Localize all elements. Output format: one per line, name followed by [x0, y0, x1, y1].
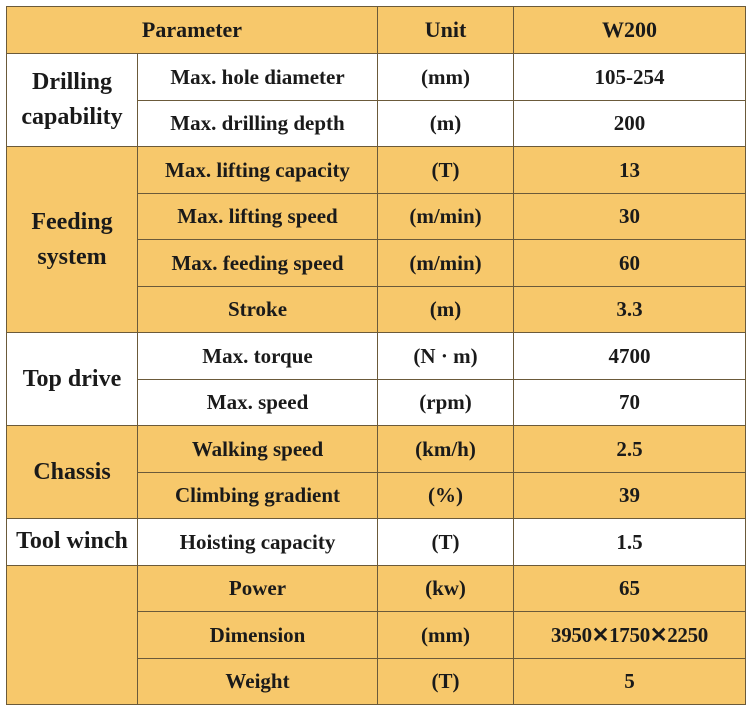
group-other	[7, 565, 138, 705]
value-cell: 3.3	[514, 286, 746, 333]
param-cell: Max. feeding speed	[138, 240, 378, 287]
param-cell: Max. drilling depth	[138, 100, 378, 147]
value-cell: 200	[514, 100, 746, 147]
value-cell: 39	[514, 472, 746, 519]
table-row	[7, 519, 746, 566]
group-label-line: Feeding	[31, 208, 113, 235]
param-cell: Power	[138, 565, 378, 612]
param-cell: Max. speed	[138, 379, 378, 426]
param-cell: Max. lifting speed	[138, 193, 378, 240]
spec-table	[6, 6, 746, 705]
group-label-line: system	[37, 243, 107, 270]
spec-table-container	[6, 6, 746, 705]
value-cell: 30	[514, 193, 746, 240]
value-cell: 5	[514, 658, 746, 705]
unit-cell: (kw)	[378, 565, 514, 612]
unit-cell: (%)	[378, 472, 514, 519]
group-tool-winch: Tool winch	[7, 519, 138, 566]
header-parameter: Parameter	[7, 7, 378, 54]
group-label-line: Drilling	[31, 69, 112, 96]
unit-cell: (N · m)	[378, 333, 514, 380]
table-row	[7, 426, 746, 473]
header-model: W200	[514, 7, 746, 54]
header-row	[7, 7, 746, 54]
unit-cell: (m/min)	[378, 240, 514, 287]
param-cell: Walking speed	[138, 426, 378, 473]
unit-cell: (m)	[378, 286, 514, 333]
group-drilling-capability	[7, 54, 138, 147]
table-row	[7, 565, 746, 612]
unit-cell: (rpm)	[378, 379, 514, 426]
unit-cell: (km/h)	[378, 426, 514, 473]
group-label-line: capability	[21, 104, 123, 130]
group-chassis: Chassis	[7, 426, 138, 519]
unit-cell: (T)	[378, 519, 514, 566]
unit-cell: (mm)	[378, 54, 514, 101]
value-cell: 60	[514, 240, 746, 287]
table-row	[7, 147, 746, 194]
param-cell: Climbing gradient	[138, 472, 378, 519]
param-cell: Max. lifting capacity	[138, 147, 378, 194]
table-row	[7, 54, 746, 101]
param-cell: Max. torque	[138, 333, 378, 380]
value-cell: 2.5	[514, 426, 746, 473]
param-cell: Dimension	[138, 612, 378, 659]
unit-cell: (mm)	[378, 612, 514, 659]
param-cell: Weight	[138, 658, 378, 705]
value-cell: 65	[514, 565, 746, 612]
value-cell: 3950✕1750✕2250	[514, 612, 746, 659]
param-cell: Max. hole diameter	[138, 54, 378, 101]
value-cell: 105-254	[514, 54, 746, 101]
table-row	[7, 333, 746, 380]
param-cell: Stroke	[138, 286, 378, 333]
header-unit: Unit	[378, 7, 514, 54]
group-top-drive: Top drive	[7, 333, 138, 426]
param-cell: Hoisting capacity	[138, 519, 378, 566]
value-cell: 13	[514, 147, 746, 194]
unit-cell: (T)	[378, 147, 514, 194]
unit-cell: (T)	[378, 658, 514, 705]
unit-cell: (m/min)	[378, 193, 514, 240]
value-cell: 1.5	[514, 519, 746, 566]
value-cell: 4700	[514, 333, 746, 380]
value-cell: 70	[514, 379, 746, 426]
group-feeding-system	[7, 147, 138, 333]
unit-cell: (m)	[378, 100, 514, 147]
